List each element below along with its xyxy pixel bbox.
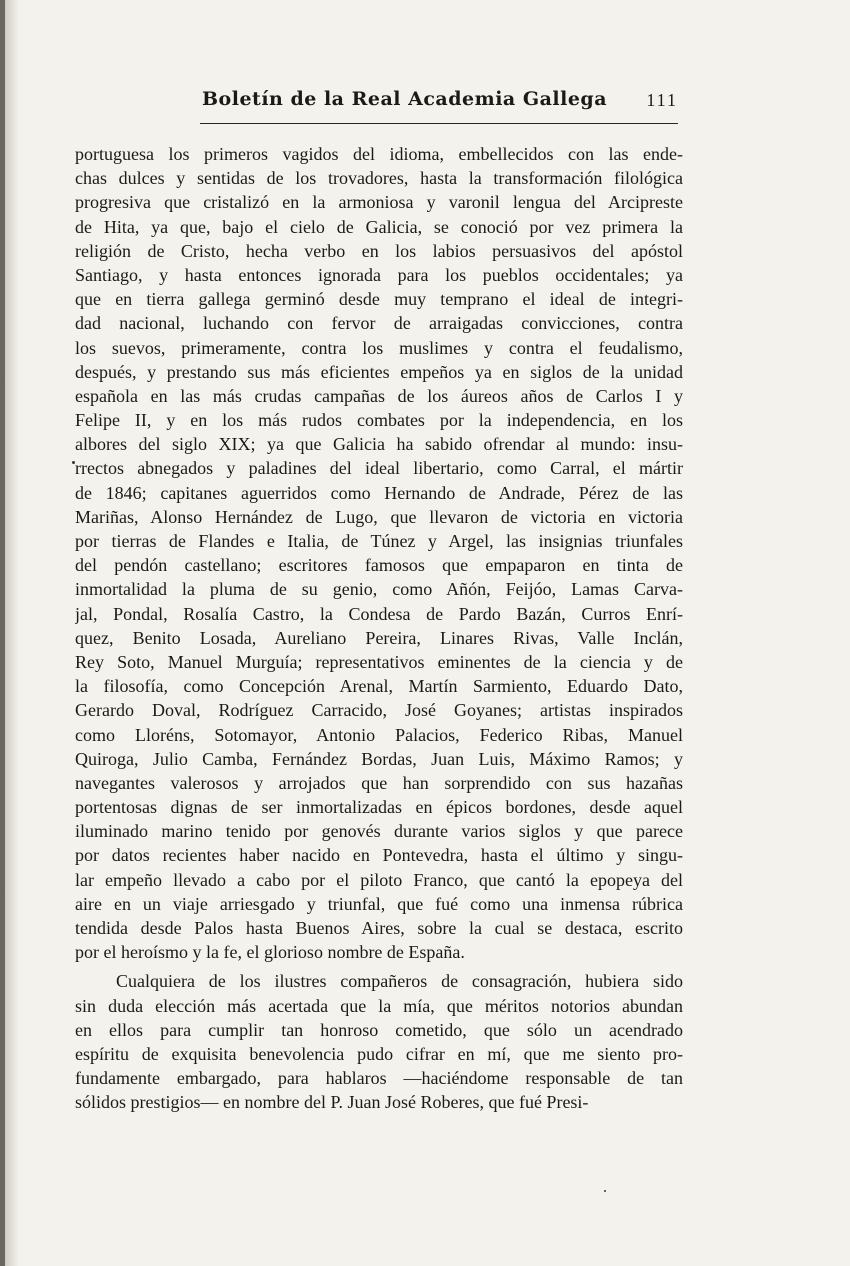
page-header [200,88,680,118]
text-line: de 1846; capitanes aguerridos como Hernando de Andrade, Pérez de las [75,482,683,503]
text-line: rrectos abnegados y paladines del ideal libertario, como Carral, el mártir [75,458,683,479]
text-line: jal, Pondal, Rosalía Castro, la Condesa de Pardo Bazán, Curros Enrí- [75,603,683,624]
text-line: Santiago, y hasta entonces ignorada para los pueblos occidentales; ya [75,264,683,285]
text-line: portentosas dignas de ser inmortalizadas en épicos bordones, desde aquel [75,797,683,818]
ink-speck [72,461,75,464]
text-line: los suevos, primeramente, contra los muslimes y contra el feudalismo, [75,337,683,358]
text-line: chas dulces y sentidas de los trovadores, hasta la transformación filológica [75,168,683,189]
text-line: inmortalidad la pluma de su genio, como Añón, Feijóo, Lamas Carva- [75,579,683,600]
text-line: albores del siglo XIX; ya que Galicia ha sabido ofrendar al mundo: insu- [75,434,683,455]
text-line: religión de Cristo, hecha verbo en los labios persuasivos del apóstol [75,240,683,261]
text-line: Rey Soto, Manuel Murguía; representativos eminentes de la ciencia y de [75,651,683,672]
text-line: progresiva que cristalizó en la armoniosa y varonil lengua del Arcipreste [75,192,683,213]
text-line: fundamente embargado, para hablaros —haciéndome responsable de tan [75,1068,683,1089]
text-line: portuguesa los primeros vagidos del idioma, embellecidos con las ende- [75,144,683,164]
paragraph [75,142,683,964]
text-line: después, y prestando sus más eficientes empeños ya en siglos de la unidad [75,361,683,382]
text-line: Cualquiera de los ilustres compañeros de consagración, hubiera sido [116,971,683,992]
text-line: que en tierra gallega germinó desde muy temprano el ideal de integri- [75,289,683,310]
text-line: sólidos prestigios— en nombre del P. Juan José Roberes, que fué Presi- [75,1092,589,1113]
text-line: iluminado marino tenido por genovés durante varios siglos y que parece [75,821,683,842]
text-line: Quiroga, Julio Camba, Fernández Bordas, Juan Luis, Máximo Ramos; y [75,748,683,769]
text-line: como Lloréns, Sotomayor, Antonio Palacios, Federico Ribas, Manuel [75,724,683,745]
body-text [75,142,683,1115]
running-title: Boletín de la Real Academia Gallega [202,88,608,110]
text-line: por tierras de Flandes e Italia, de Túnez y Argel, las insignias triunfales [75,531,683,551]
gutter-shadow [5,0,19,1266]
text-line: española en las más crudas campañas de los áureos años de Carlos I y [75,385,683,406]
text-line: por datos recientes haber nacido en Pontevedra, hasta el último y singu- [75,845,683,866]
text-line: Mariñas, Alonso Hernández de Lugo, que llevaron de victoria en victoria [75,506,683,527]
text-line: del pendón castellano; escritores famosos que empaparon en tinta de [75,555,683,576]
text-line: sin duda elección más acertada que la mía, que méritos notorios abundan [75,995,683,1016]
text-line: Felipe II, y en los más rudos combates por la independencia, en los [75,410,683,431]
paragraph [75,969,683,1114]
text-line: quez, Benito Losada, Aureliano Pereira, Linares Rivas, Valle Inclán, [75,627,683,648]
text-line: por el heroísmo y la fe, el glorioso nombre de España. [75,942,465,963]
text-line: la filosofía, como Concepción Arenal, Martín Sarmiento, Eduardo Dato, [75,676,683,697]
header-rule [200,123,678,124]
text-line: en ellos para cumplir tan honroso cometido, que sólo un acendrado [75,1019,683,1040]
text-line: tendida desde Palos hasta Buenos Aires, sobre la cual se destaca, escrito [75,918,683,938]
text-line: lar empeño llevado a cabo por el piloto Franco, que cantó la epopeya del [75,869,683,890]
text-line: navegantes valerosos y arrojados que han sorprendido con sus hazañas [75,772,683,793]
text-line: aire en un viaje arriesgado y triunfal, que fué como una inmensa rúbrica [75,893,683,914]
text-line: dad nacional, luchando con fervor de arraigadas convicciones, contra [75,313,683,334]
text-line: de Hita, ya que, bajo el cielo de Galicia, se conoció por vez primera la [75,216,683,237]
text-line: Gerardo Doval, Rodríguez Carracido, José Goyanes; artistas inspirados [75,700,683,721]
text-line: espíritu de exquisita benevolencia pudo cifrar en mí, que me siento pro- [75,1043,683,1064]
page-number: 111 [646,90,678,110]
ink-speck [604,1190,606,1192]
